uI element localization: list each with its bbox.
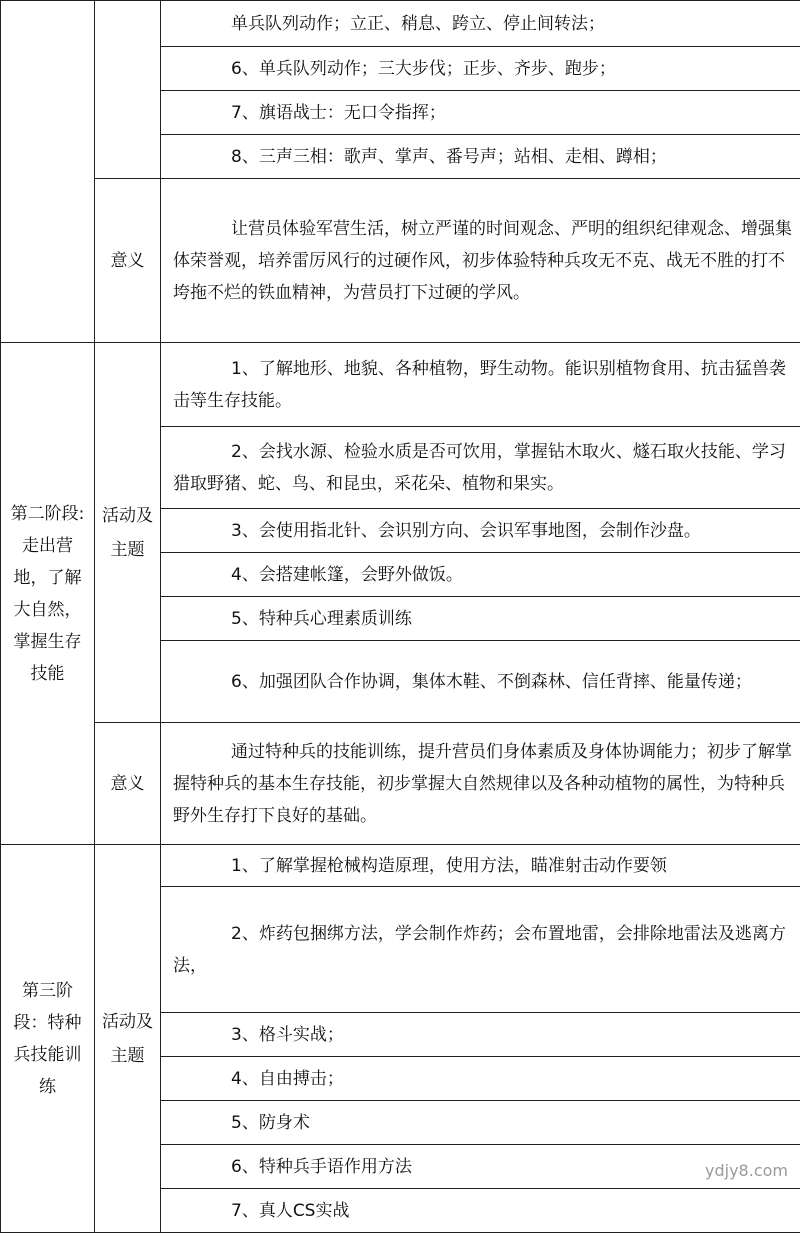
stage3-activity-item: 5、防身术 — [161, 1101, 800, 1145]
stage3-activity-item: 2、炸药包捆绑方法，学会制作炸药；会布置地雷，会排除地雷法及逃离方法， — [161, 887, 800, 1013]
stage1-meaning-text: 让营员体验军营生活，树立严谨的时间观念、严明的组织纪律观念、增强集体荣誉观，培养雷厉风行的过硬作风，初步体验特种兵攻无不克、战无不胜的打不垮拖不烂的铁血精神，为营员打下过硬的学风。 — [161, 179, 800, 343]
stage2-activity-item: 1、了解地形、地貌、各种植物，野生动物。能识别植物食用、抗击猛兽袭击等生存技能。 — [161, 343, 800, 427]
stage1-activity-item: 7、旗语战士：无口令指挥； — [161, 91, 800, 135]
stage2-meaning-text: 通过特种兵的技能训练，提升营员们身体素质及身体协调能力；初步了解掌握特种兵的基本生存技能，初步掌握大自然规律以及各种动植物的属性，为特种兵野外生存打下良好的基础。 — [161, 723, 800, 845]
stage2-activity-item: 2、会找水源、检验水质是否可饮用，掌握钻木取火、燧石取火技能、学习猎取野猪、蛇、鸟、和昆虫，采花朵、植物和果实。 — [161, 427, 800, 509]
stage3-activity-item: 7、真人CS实战 — [161, 1189, 800, 1233]
stage3-activity-item: 1、了解掌握枪械构造原理，使用方法，瞄准射击动作要领 — [161, 845, 800, 887]
stage3-title: 第三阶段：特种兵技能训练 — [1, 845, 95, 1233]
stage2-activity-item: 5、特种兵心理素质训练 — [161, 597, 800, 641]
stage2-activity-label: 活动及主题 — [95, 343, 161, 723]
stage3-activity-item: 3、格斗实战； — [161, 1013, 800, 1057]
stage2-activity-item: 4、会搭建帐篷，会野外做饭。 — [161, 553, 800, 597]
stage2-title: 第二阶段:走出营地，了解大自然，掌握生存技能 — [1, 343, 95, 845]
stage1-activity-item: 单兵队列动作；立正、稍息、跨立、停止间转法； — [161, 1, 800, 47]
stage3-activity-label: 活动及主题 — [95, 845, 161, 1233]
stage1-activity-item: 8、三声三相：歌声、掌声、番号声；站相、走相、蹲相； — [161, 135, 800, 179]
stage2-activity-item: 6、加强团队合作协调，集体木鞋、不倒森林、信任背摔、能量传递； — [161, 641, 800, 723]
stage1-meaning-label: 意义 — [95, 179, 161, 343]
stage3-activity-item: 4、自由搏击； — [161, 1057, 800, 1101]
watermark: ydjy8.com — [705, 1161, 788, 1180]
stage1-activity-label-cell — [95, 1, 161, 179]
stage1-title-cell — [1, 1, 95, 343]
stage1-activity-item: 6、单兵队列动作；三大步伐；正步、齐步、跑步； — [161, 47, 800, 91]
stage3-activity-item: 6、特种兵手语作用方法 — [161, 1145, 800, 1189]
stage2-meaning-label: 意义 — [95, 723, 161, 845]
stage2-activity-item: 3、会使用指北针、会识别方向、会识军事地图，会制作沙盘。 — [161, 509, 800, 553]
